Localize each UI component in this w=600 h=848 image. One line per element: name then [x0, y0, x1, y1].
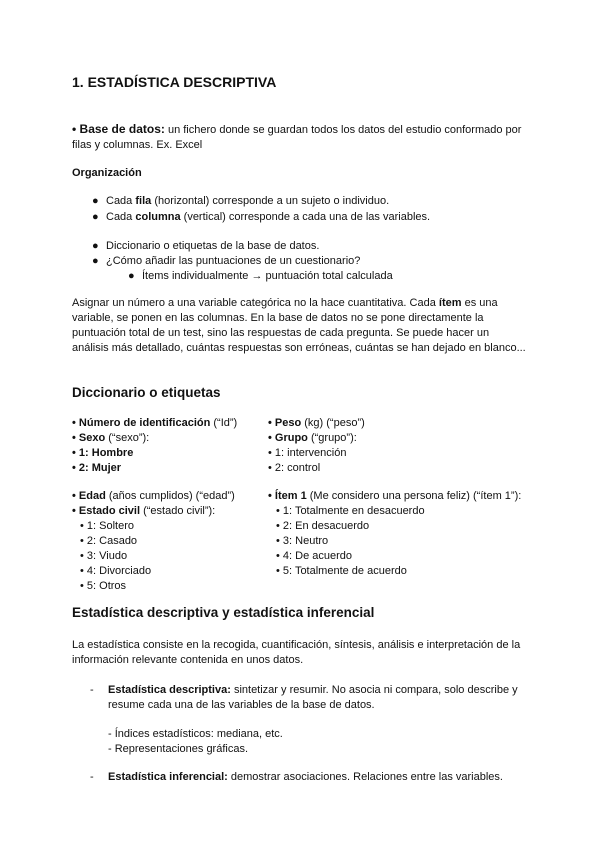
dict-subitem: • 4: De acuerdo [276, 550, 353, 562]
base-datos-line1 [72, 122, 521, 138]
inferencial-intro: La estadística consiste en la recogida, cuantificación, síntesis, análisis e interpretación de la información relevante contenida en unos datos. [72, 639, 521, 666]
organizacion-heading: Organización [72, 167, 142, 179]
dict-item: • Ítem 1 (Me considero una persona feliz) (“ítem 1”): [268, 490, 522, 502]
dash-bullet: - [90, 771, 94, 783]
dict-subitem: • 2: En desacuerdo [276, 520, 370, 532]
dict-subitem: • 3: Viudo [80, 550, 128, 562]
dict-right-block1 [268, 416, 365, 476]
dict-subitem: • 5: Totalmente de acuerdo [276, 565, 407, 577]
dict-item: • 2: control [268, 462, 321, 474]
list-item: ● Cada columna (vertical) corresponde a cada una de las variables. [92, 211, 431, 223]
inferencial-heading: Estadística descriptiva y estadística inferencial [72, 605, 375, 620]
dict-subitem: • 5: Otros [80, 580, 127, 592]
dict-item: • Grupo (“grupo”): [268, 432, 357, 444]
dict-right-block2 [268, 489, 521, 579]
dict-left-block2 [72, 489, 235, 594]
dict-item: • 1: intervención [268, 447, 347, 459]
page-title: 1. ESTADÍSTICA DESCRIPTIVA [72, 74, 277, 90]
dict-item: • Sexo (“sexo”): [72, 432, 150, 444]
asignar-paragraph: Asignar un número a una variable categórica no la hace cuantitativa. Cada ítem es una variable, se ponen en las columnas. En la base de datos no se pone directamente la puntuación total de un test, sino las respuestas de cada pregunta. Se puede hacer un análisis más detallado, cuántas respuestas son erróneas, cuántas se han dejado en blanco... [72, 297, 526, 354]
base-datos-line2: filas y columnas. Ex. Excel [72, 139, 203, 151]
dict-subitem: • 2: Casado [80, 535, 138, 547]
descriptiva-sub2: - Representaciones gráficas. [108, 743, 249, 755]
diccionario-heading: Diccionario o etiquetas [72, 385, 221, 400]
base-datos-label: • Base de datos: [72, 122, 165, 136]
descriptiva-sub1: - Índices estadísticos: mediana, etc. [108, 728, 283, 740]
dict-left-block1 [72, 416, 237, 476]
dict-item: • 1: Hombre [72, 447, 134, 459]
list-item: ● ¿Cómo añadir las puntuaciones de un cuestionario? [92, 255, 361, 267]
dict-item: • Edad (años cumplidos) (“edad”) [72, 490, 235, 502]
dict-subitem: • 4: Divorciado [80, 565, 152, 577]
dict-subitem: • 3: Neutro [276, 535, 329, 547]
dict-item: • Estado civil (“estado civil”): [72, 505, 216, 517]
descriptiva-line1: Estadística descriptiva: sintetizar y resumir. No asocia ni compara, solo describe y [108, 684, 518, 696]
dict-item: • Número de identificación (“Id”) [72, 417, 238, 429]
list-item: ● Cada fila (horizontal) corresponde a un sujeto o individuo. [92, 195, 390, 207]
dict-subitem: • 1: Totalmente en desacuerdo [276, 505, 425, 517]
dict-item: • 2: Mujer [72, 462, 122, 474]
list-subitem: ● Ítems individualmente → puntuación total calculada [128, 270, 393, 282]
descriptiva-line2: resume cada una de las variables de la base de datos. [108, 699, 375, 711]
inferencial-line: Estadística inferencial: demostrar asociaciones. Relaciones entre las variables. [108, 771, 503, 783]
dict-item: • Peso (kg) (“peso”) [268, 417, 365, 429]
list-item: ● Diccionario o etiquetas de la base de datos. [92, 240, 320, 252]
dict-subitem: • 1: Soltero [80, 520, 134, 532]
base-datos-text: un fichero donde se guardan todos los datos del estudio conformado por [164, 124, 522, 136]
dash-bullet: - [90, 684, 94, 696]
